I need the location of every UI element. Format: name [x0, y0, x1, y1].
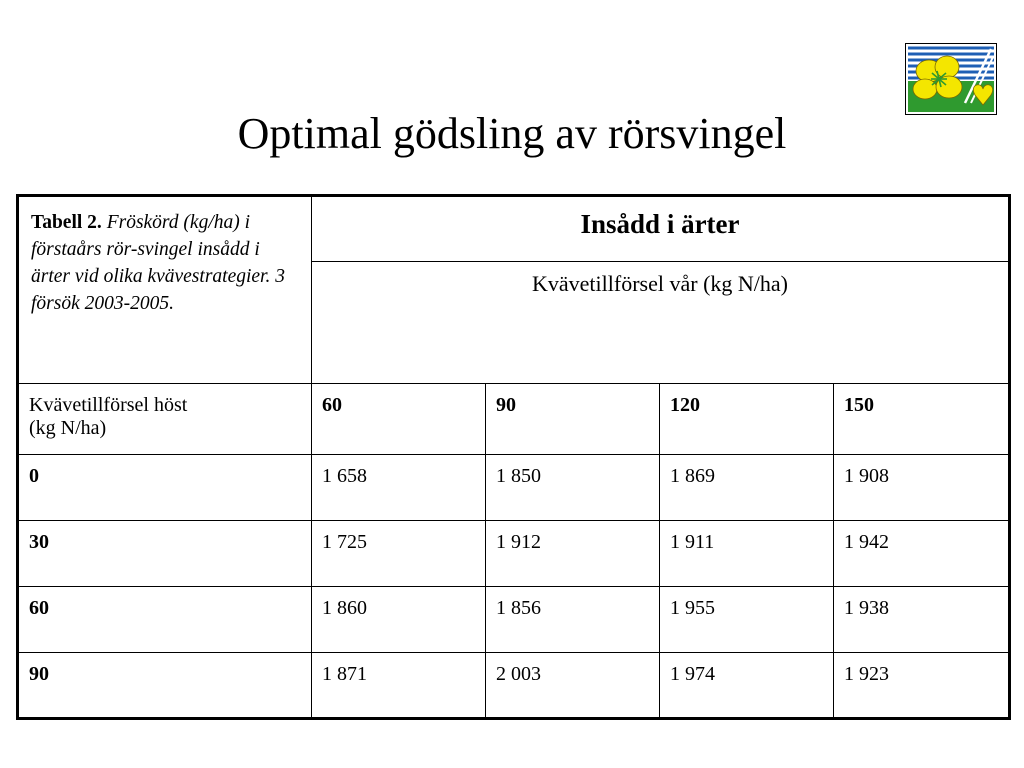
- table-cell: 1 860: [312, 587, 486, 653]
- table-header-row: [18, 196, 1010, 262]
- caption-text: Fröskörd (kg/ha) i förstaårs rör-svingel insådd i ärter vid olika kvävestrategier. 3 försök 2003-2005.: [31, 212, 285, 314]
- table-cell: 2 003: [486, 653, 660, 719]
- column-header: 90: [486, 384, 660, 455]
- column-header: 60: [312, 384, 486, 455]
- table-cell: 1 938: [834, 587, 1010, 653]
- yield-table: [16, 194, 1011, 720]
- column-values-row: [18, 384, 1010, 455]
- row-label: 60: [18, 587, 312, 653]
- main-column-header: Insådd i ärter: [312, 196, 1010, 262]
- table-cell: 1 974: [660, 653, 834, 719]
- row-header-line2: (kg N/ha): [29, 417, 107, 439]
- table-cell: 1 923: [834, 653, 1010, 719]
- table-cell: 1 850: [486, 455, 660, 521]
- table-cell: 1 869: [660, 455, 834, 521]
- caption-lead: Tabell 2.: [31, 212, 102, 233]
- table-cell: 1 871: [312, 653, 486, 719]
- table-row: [18, 521, 1010, 587]
- table-cell: 1 942: [834, 521, 1010, 587]
- table-cell: 1 725: [312, 521, 486, 587]
- table-cell: 1 955: [660, 587, 834, 653]
- row-label: 30: [18, 521, 312, 587]
- table-row: [18, 455, 1010, 521]
- slide-title: Optimal gödsling av rörsvingel: [237, 109, 787, 158]
- column-header: 120: [660, 384, 834, 455]
- table-cell: 1 658: [312, 455, 486, 521]
- flower-field-logo-icon: [905, 43, 997, 115]
- table-caption: [18, 196, 312, 384]
- row-label: 90: [18, 653, 312, 719]
- table-cell: 1 912: [486, 521, 660, 587]
- table-row: [18, 653, 1010, 719]
- table-cell: 1 856: [486, 587, 660, 653]
- table-cell: 1 908: [834, 455, 1010, 521]
- table-cell: 1 911: [660, 521, 834, 587]
- autumn-nitrogen-header: [18, 384, 312, 455]
- spring-nitrogen-header: Kvävetillförsel vår (kg N/ha): [312, 262, 1010, 384]
- row-label: 0: [18, 455, 312, 521]
- table-row: [18, 587, 1010, 653]
- column-header: 150: [834, 384, 1010, 455]
- row-header-line1: Kvävetillförsel höst: [29, 394, 188, 416]
